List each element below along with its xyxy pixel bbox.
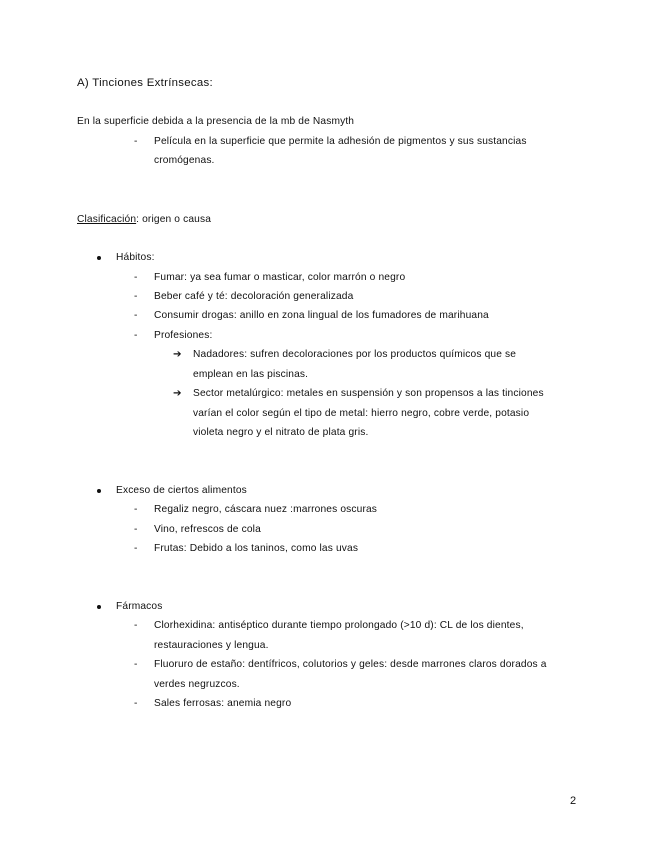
list-item: Vino, refrescos de cola xyxy=(154,524,261,535)
list-item: Frutas: Debido a los taninos, como las uvas xyxy=(154,543,359,554)
dash-marker: - xyxy=(134,543,138,554)
list-item-continuation: restauraciones y lengua. xyxy=(154,640,269,651)
dash-marker: - xyxy=(134,659,138,670)
list-item: Consumir drogas: anillo en zona lingual de los fumadores de marihuana xyxy=(154,310,489,321)
alimentos-title: Exceso de ciertos alimentos xyxy=(116,485,247,496)
dash-marker: - xyxy=(134,524,138,535)
classification-line xyxy=(77,213,211,227)
dash-marker: - xyxy=(134,620,138,631)
list-item: Fumar: ya sea fumar o masticar, color marrón o negro xyxy=(154,272,406,283)
list-item-continuation: verdes negruzcos. xyxy=(154,679,240,690)
dash-marker: - xyxy=(134,330,138,341)
arrow-right-icon: ➔ xyxy=(173,349,182,360)
list-item: Fluoruro de estaño: dentífricos, colutorios y geles: desde marrones claros dorados a xyxy=(154,659,547,670)
bullet-dot-icon xyxy=(97,489,101,493)
dash-marker: - xyxy=(134,504,138,515)
list-item: Regaliz negro, cáscara nuez :marrones oscuras xyxy=(154,504,378,515)
list-item: Profesiones: xyxy=(154,330,213,341)
list-item: Beber café y té: decoloración generalizada xyxy=(154,291,354,302)
bullet-dot-icon xyxy=(97,605,101,609)
sub-item-line: violeta negro y el nitrato de plata gris. xyxy=(193,427,369,438)
habitos-title: Hábitos: xyxy=(116,252,155,263)
farmacos-title: Fármacos xyxy=(116,601,163,612)
page-number: 2 xyxy=(570,795,577,807)
dash-marker: - xyxy=(134,272,138,283)
section-heading: A) Tinciones Extrínsecas: xyxy=(77,77,214,89)
list-item: Clorhexidina: antiséptico durante tiempo prolongado (>10 d): CL de los dientes, xyxy=(154,620,524,631)
intro-line: En la superficie debida a la presencia de la mb de Nasmyth xyxy=(77,116,355,127)
dash-marker: - xyxy=(134,698,138,709)
arrow-right-icon: ➔ xyxy=(173,388,182,399)
list-item: Sales ferrosas: anemia negro xyxy=(154,698,292,709)
sub-item-line: Sector metalúrgico: metales en suspensión y son propensos a las tinciones xyxy=(193,388,544,399)
dash-marker: - xyxy=(134,136,138,147)
intro-bullet-line-2: cromógenas. xyxy=(154,155,215,166)
intro-bullet-line-1: Película en la superficie que permite la adhesión de pigmentos y sus sustancias xyxy=(154,136,527,147)
classification-label: Clasificación xyxy=(77,214,137,225)
bullet-dot-icon xyxy=(97,256,101,260)
sub-item-line: varían el color según el tipo de metal: hierro negro, cobre verde, potasio xyxy=(193,408,530,419)
sub-item-line: emplean en las piscinas. xyxy=(193,369,309,380)
dash-marker: - xyxy=(134,291,138,302)
classification-rest: : origen o causa xyxy=(136,214,212,225)
sub-item-line: Nadadores: sufren decoloraciones por los productos químicos que se xyxy=(193,349,517,360)
dash-marker: - xyxy=(134,310,138,321)
